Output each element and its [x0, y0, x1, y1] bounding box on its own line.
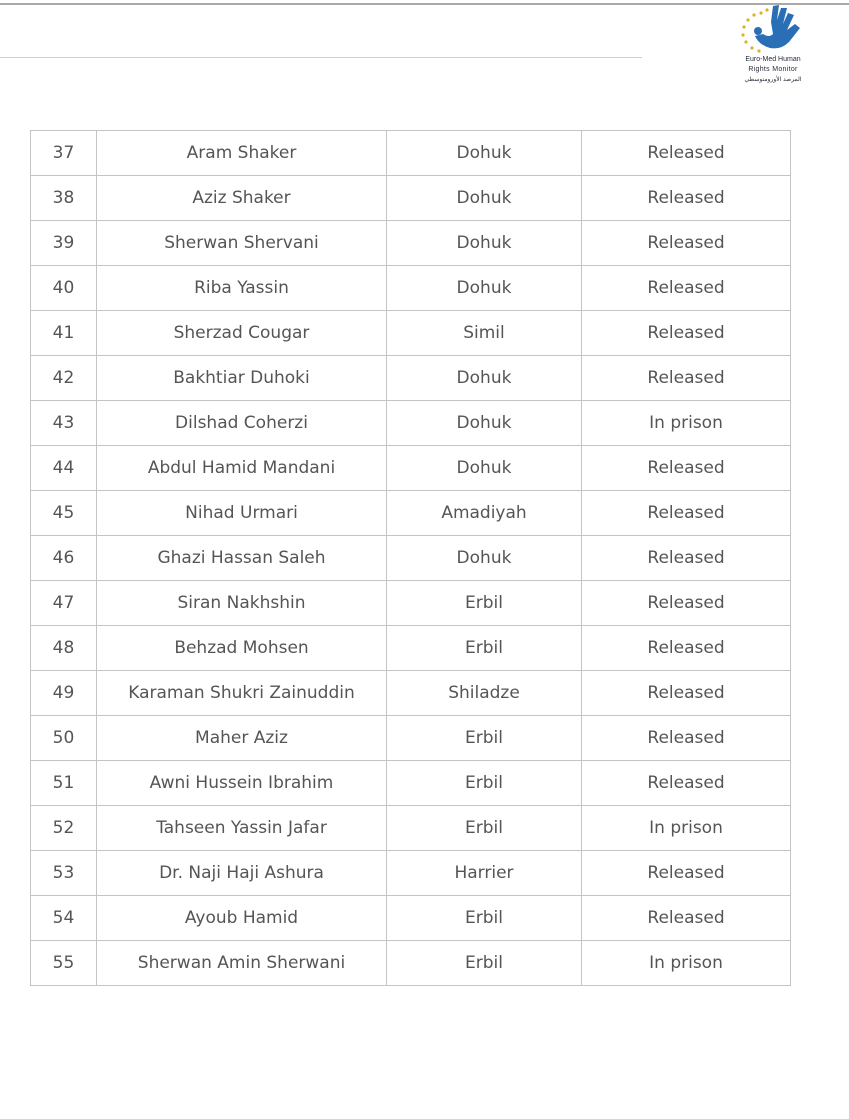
city-cell: Dohuk [387, 131, 582, 176]
status-cell: Released [582, 536, 791, 581]
city-cell: Dohuk [387, 176, 582, 221]
row-number-cell: 55 [31, 941, 97, 986]
table-row [31, 716, 791, 761]
status-cell: In prison [582, 941, 791, 986]
status-cell: Released [582, 221, 791, 266]
row-number-cell: 39 [31, 221, 97, 266]
status-cell: Released [582, 851, 791, 896]
status-cell: Released [582, 131, 791, 176]
table-row [31, 626, 791, 671]
name-cell: Sherwan Shervani [97, 221, 387, 266]
table-row [31, 266, 791, 311]
city-cell: Erbil [387, 626, 582, 671]
row-number-cell: 53 [31, 851, 97, 896]
logo-text-line-2: Rights Monitor [748, 66, 798, 73]
row-number-cell: 47 [31, 581, 97, 626]
table-row [31, 356, 791, 401]
name-cell: Dr. Naji Haji Ashura [97, 851, 387, 896]
name-cell: Riba Yassin [97, 266, 387, 311]
name-cell: Aram Shaker [97, 131, 387, 176]
table-row [31, 806, 791, 851]
row-number-cell: 41 [31, 311, 97, 356]
name-cell: Aziz Shaker [97, 176, 387, 221]
table-row [31, 401, 791, 446]
row-number-cell: 43 [31, 401, 97, 446]
name-cell: Siran Nakhshin [97, 581, 387, 626]
status-cell: Released [582, 446, 791, 491]
row-number-cell: 54 [31, 896, 97, 941]
table-row [31, 176, 791, 221]
euro-med-logo [733, 4, 813, 86]
name-cell: Abdul Hamid Mandani [97, 446, 387, 491]
name-cell: Awni Hussein Ibrahim [97, 761, 387, 806]
detainees-table-body [31, 131, 791, 986]
city-cell: Amadiyah [387, 491, 582, 536]
status-cell: In prison [582, 806, 791, 851]
status-cell: Released [582, 176, 791, 221]
name-cell: Behzad Mohsen [97, 626, 387, 671]
hand-dove-stars-logo-icon [733, 4, 813, 56]
name-cell: Bakhtiar Duhoki [97, 356, 387, 401]
row-number-cell: 51 [31, 761, 97, 806]
table-row [31, 671, 791, 716]
row-number-cell: 44 [31, 446, 97, 491]
city-cell: Simil [387, 311, 582, 356]
status-cell: Released [582, 266, 791, 311]
city-cell: Dohuk [387, 356, 582, 401]
city-cell: Erbil [387, 581, 582, 626]
city-cell: Dohuk [387, 536, 582, 581]
status-cell: Released [582, 671, 791, 716]
table-row [31, 761, 791, 806]
status-cell: Released [582, 491, 791, 536]
city-cell: Shiladze [387, 671, 582, 716]
row-number-cell: 52 [31, 806, 97, 851]
table-row [31, 491, 791, 536]
status-cell: In prison [582, 401, 791, 446]
name-cell: Dilshad Coherzi [97, 401, 387, 446]
table-row [31, 941, 791, 986]
city-cell: Dohuk [387, 221, 582, 266]
city-cell: Erbil [387, 896, 582, 941]
city-cell: Erbil [387, 806, 582, 851]
table-row [31, 131, 791, 176]
detainees-table [30, 130, 791, 986]
city-cell: Erbil [387, 716, 582, 761]
status-cell: Released [582, 761, 791, 806]
header-rule [0, 57, 642, 58]
logo-text-line-1: Euro-Med Human [745, 56, 801, 63]
row-number-cell: 46 [31, 536, 97, 581]
row-number-cell: 50 [31, 716, 97, 761]
name-cell: Karaman Shukri Zainuddin [97, 671, 387, 716]
row-number-cell: 45 [31, 491, 97, 536]
logo-text-line-3: المرصد الأورومتوسطي [744, 77, 802, 83]
name-cell: Maher Aziz [97, 716, 387, 761]
row-number-cell: 48 [31, 626, 97, 671]
name-cell: Sherwan Amin Sherwani [97, 941, 387, 986]
row-number-cell: 42 [31, 356, 97, 401]
table-row [31, 851, 791, 896]
row-number-cell: 38 [31, 176, 97, 221]
status-cell: Released [582, 896, 791, 941]
row-number-cell: 49 [31, 671, 97, 716]
status-cell: Released [582, 626, 791, 671]
city-cell: Dohuk [387, 266, 582, 311]
table-row [31, 896, 791, 941]
city-cell: Dohuk [387, 401, 582, 446]
status-cell: Released [582, 311, 791, 356]
table-row [31, 311, 791, 356]
name-cell: Ghazi Hassan Saleh [97, 536, 387, 581]
table-row [31, 221, 791, 266]
city-cell: Erbil [387, 761, 582, 806]
status-cell: Released [582, 716, 791, 761]
table-row [31, 536, 791, 581]
name-cell: Tahseen Yassin Jafar [97, 806, 387, 851]
city-cell: Erbil [387, 941, 582, 986]
status-cell: Released [582, 356, 791, 401]
table-row [31, 581, 791, 626]
row-number-cell: 37 [31, 131, 97, 176]
city-cell: Harrier [387, 851, 582, 896]
name-cell: Sherzad Cougar [97, 311, 387, 356]
city-cell: Dohuk [387, 446, 582, 491]
status-cell: Released [582, 581, 791, 626]
page-top-border [0, 3, 849, 5]
table-row [31, 446, 791, 491]
row-number-cell: 40 [31, 266, 97, 311]
name-cell: Nihad Urmari [97, 491, 387, 536]
name-cell: Ayoub Hamid [97, 896, 387, 941]
